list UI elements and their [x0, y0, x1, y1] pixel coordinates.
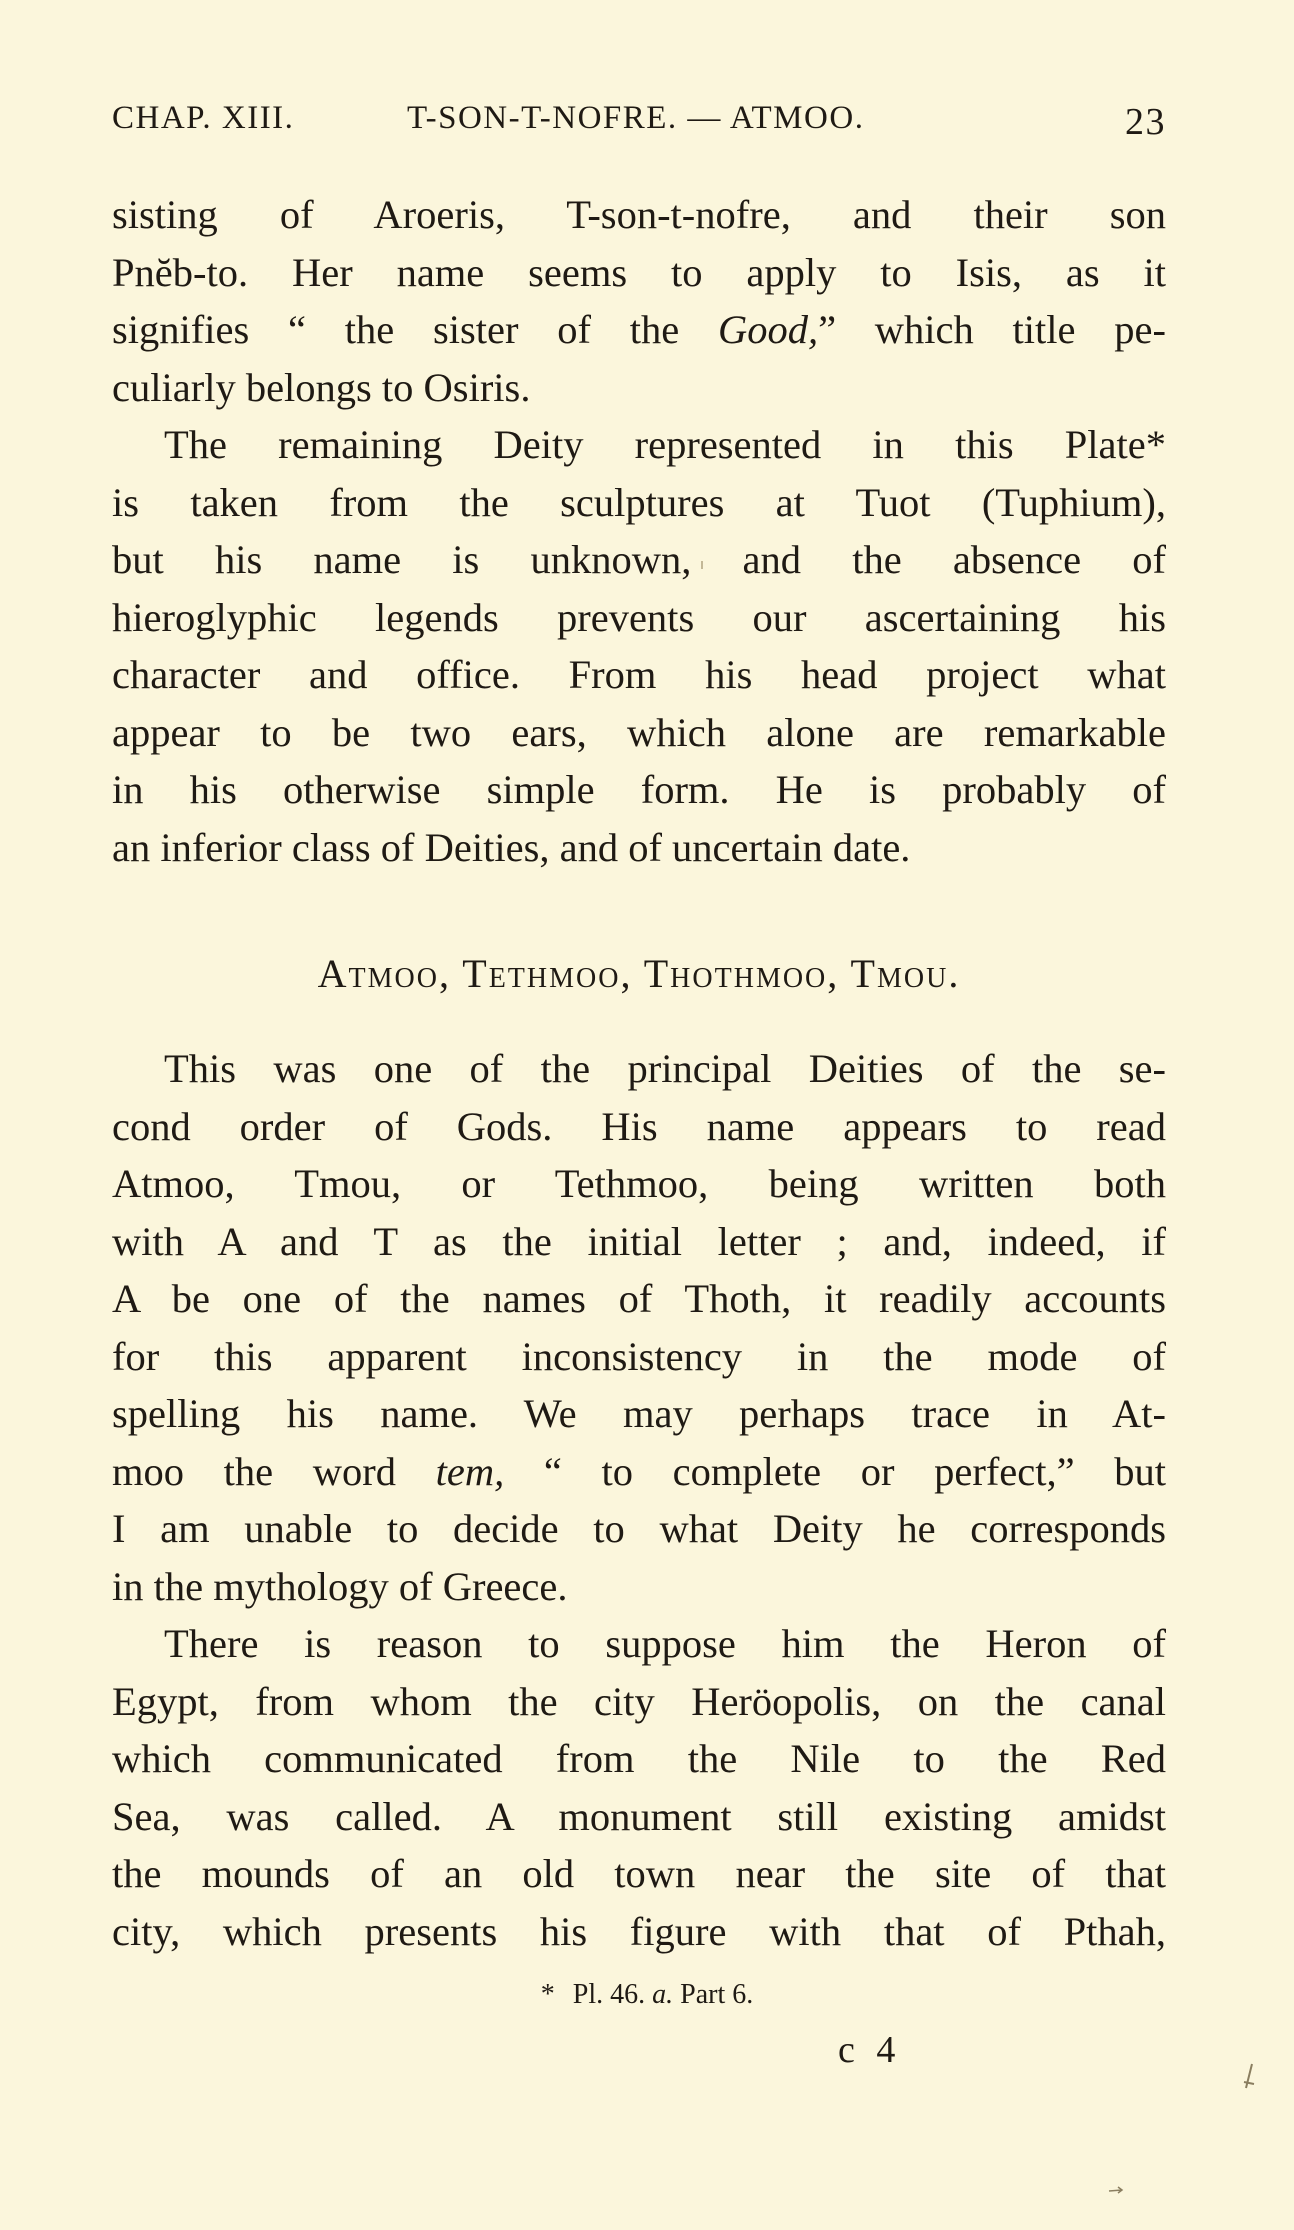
text-line: Atmoo, Tmou, or Tethmoo, being written both	[112, 1161, 1166, 1206]
footnote	[0, 1979, 1294, 2011]
chapter-label: CHAP. XIII.	[112, 100, 295, 136]
text-line: Pnĕb-to. Her name seems to apply to Isis, as it	[112, 249, 1166, 295]
text-line: culiarly belongs to Osiris.	[112, 364, 531, 410]
text-line: hieroglyphic legends prevents our ascertaining his	[112, 594, 1166, 640]
text-line: with A and T as the initial letter ; and, indeed, if	[112, 1218, 1166, 1264]
footnote-text: Pl. 46. a. Part 6.	[572, 1979, 754, 2010]
text-line: for this apparent inconsistency in the mode of	[112, 1333, 1166, 1379]
text-line: which communicated from the Nile to the Red	[112, 1736, 1166, 1781]
text-line: in the mythology of Greece.	[112, 1563, 568, 1609]
stray-dot-mark	[700, 560, 704, 570]
text-line-with-italic: moo the word tem, “ to complete or perfect,” but	[112, 1448, 1166, 1494]
section-heading: Atmoo, Tethmoo, Thothmoo, Tmou.	[317, 951, 961, 996]
text-line: character and office. From his head project what	[112, 652, 1166, 697]
stray-arrow-mark	[1108, 2186, 1124, 2194]
text-line: Sea, was called. A monument still existing amidst	[112, 1793, 1166, 1839]
signature-mark: c 4	[838, 2029, 902, 2071]
text-line: but his name is unknown, and the absence of	[112, 537, 1166, 582]
paragraph-start-line: The remaining Deity represented in this Plate*	[164, 422, 1166, 467]
stray-ink-mark	[1240, 2062, 1258, 2092]
paragraph-start-line: There is reason to suppose him the Heron of	[164, 1621, 1166, 1666]
footnote-marker: *	[540, 1979, 555, 2010]
text-block-bottom	[112, 1040, 1166, 1960]
running-head	[112, 100, 1166, 150]
text-line: I am unable to decide to what Deity he corresponds	[112, 1506, 1166, 1551]
text-line: A be one of the names of Thoth, it readily accounts	[112, 1276, 1166, 1321]
text-line: cond order of Gods. His name appears to read	[112, 1103, 1166, 1149]
paragraph-start-line: This was one of the principal Deities of the se-	[164, 1046, 1166, 1091]
text-line: city, which presents his figure with that of Pthah,	[112, 1908, 1166, 1954]
text-line: spelling his name. We may perhaps trace in At-	[112, 1391, 1166, 1436]
text-line: the mounds of an old town near the site of that	[112, 1851, 1166, 1896]
page-number: 23	[1125, 101, 1166, 143]
text-line: appear to be two ears, which alone are remarkable	[112, 709, 1166, 755]
text-block-top	[112, 186, 1166, 876]
text-line: sisting of Aroeris, T-son-t-nofre, and their son	[112, 192, 1166, 237]
text-line-with-italic: signifies “ the sister of the Good,” which title pe-	[112, 307, 1166, 352]
running-title: T-SON-T-NOFRE. — ATMOO.	[407, 100, 865, 136]
text-line: is taken from the sculptures at Tuot (Tuphium),	[112, 479, 1166, 525]
text-line: an inferior class of Deities, and of uncertain date.	[112, 824, 911, 870]
text-line: Egypt, from whom the city Heröopolis, on the canal	[112, 1678, 1166, 1724]
text-line: in his otherwise simple form. He is probably of	[112, 767, 1166, 812]
